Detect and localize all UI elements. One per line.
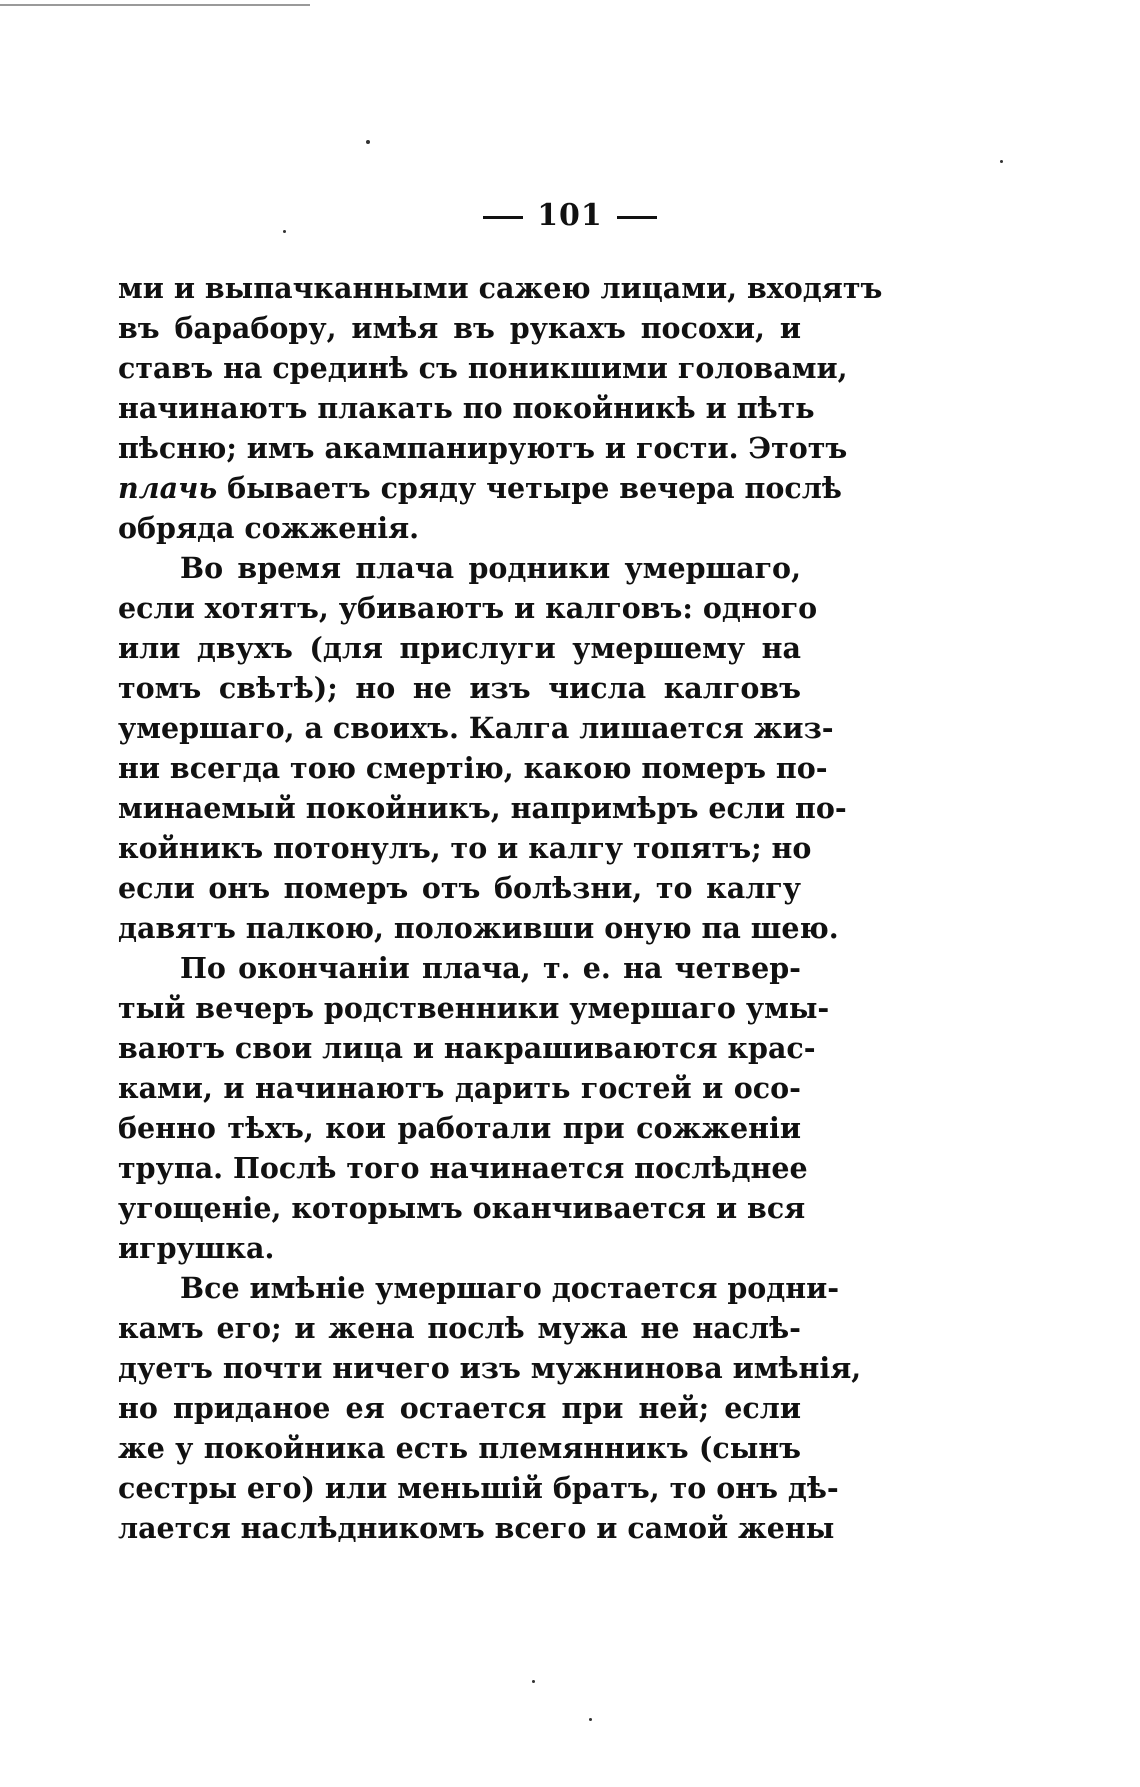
text-line: если хотятъ, убиваютъ и калговъ: одного bbox=[118, 591, 818, 625]
text-line: ками, и начинаютъ дарить гостей и осо- bbox=[118, 1071, 801, 1105]
text-line: если онъ померъ отъ болѣзни, то калгу bbox=[118, 871, 801, 905]
text-line: минаемый покойникъ, напримѣръ если по- bbox=[118, 791, 847, 825]
text-line: ставъ на срединѣ съ поникшими головами, bbox=[118, 351, 848, 385]
print-speck bbox=[1000, 160, 1003, 163]
top-edge-rule bbox=[0, 4, 310, 6]
text-line: ми и выпачканными сажею лицами, входятъ bbox=[118, 271, 883, 305]
text-line: ваютъ свои лица и накрашиваются крас- bbox=[118, 1031, 816, 1065]
text-line: начинаютъ плакать по покойникѣ и пѣть bbox=[118, 391, 815, 425]
text-line: обряда сожженія. bbox=[118, 511, 420, 545]
text-line: плачь бываетъ сряду четыре вечера послѣ bbox=[118, 471, 842, 505]
text-line: въ барабору, имѣя въ рукахъ посохи, и bbox=[118, 311, 801, 345]
text-line: Во время плача родники умершаго, bbox=[180, 551, 801, 585]
text-line: пѣсню; имъ акампанируютъ и гости. Этотъ bbox=[118, 431, 848, 465]
text-line: По окончаніи плача, т. е. на четвер- bbox=[180, 951, 801, 985]
page-number: 101 bbox=[537, 198, 603, 233]
text-line: трупа. Послѣ того начинается послѣднее bbox=[118, 1151, 808, 1185]
text-line: лается наслѣдникомъ всего и самой жены bbox=[118, 1511, 835, 1545]
text-line: игрушка. bbox=[118, 1231, 275, 1265]
print-speck bbox=[366, 140, 370, 144]
text-line: камъ его; и жена послѣ мужа не наслѣ- bbox=[118, 1311, 801, 1345]
text-line: Все имѣніе умершаго достается родни- bbox=[180, 1271, 840, 1305]
text-line: томъ свѣтѣ); но не изъ числа калговъ bbox=[118, 671, 801, 705]
header-dash-left bbox=[483, 216, 523, 219]
text-line: сестры его) или меньшій братъ, то онъ дѣ- bbox=[118, 1471, 839, 1505]
text-line: ни всегда тою смертію, какою померъ по- bbox=[118, 751, 828, 785]
text-line: угощеніе, которымъ оканчивается и вся bbox=[118, 1191, 806, 1225]
text-line: давятъ палкою, положивши оную па шею. bbox=[118, 911, 839, 945]
body-text bbox=[118, 268, 883, 1548]
page-header bbox=[0, 198, 1140, 233]
emphasized-word: плачь bbox=[118, 471, 218, 505]
text-line: но приданое ея остается при ней; если bbox=[118, 1391, 801, 1425]
text-line: же у покойника есть племянникъ (сынъ bbox=[118, 1431, 801, 1465]
text-line: бенно тѣхъ, кои работали при сожженіи bbox=[118, 1111, 801, 1145]
text-line: дуетъ почти ничего изъ мужнинова имѣнія, bbox=[118, 1351, 862, 1385]
text-line: койникъ потонулъ, то и калгу топятъ; но bbox=[118, 831, 812, 865]
text-line: умершаго, а своихъ. Калга лишается жиз- bbox=[118, 711, 834, 745]
print-speck bbox=[532, 1680, 535, 1683]
text-line: тый вечеръ родственники умершаго умы- bbox=[118, 991, 830, 1025]
print-speck bbox=[589, 1718, 592, 1721]
text-line: или двухъ (для прислуги умершему на bbox=[118, 631, 801, 665]
header-dash-right bbox=[617, 216, 657, 219]
